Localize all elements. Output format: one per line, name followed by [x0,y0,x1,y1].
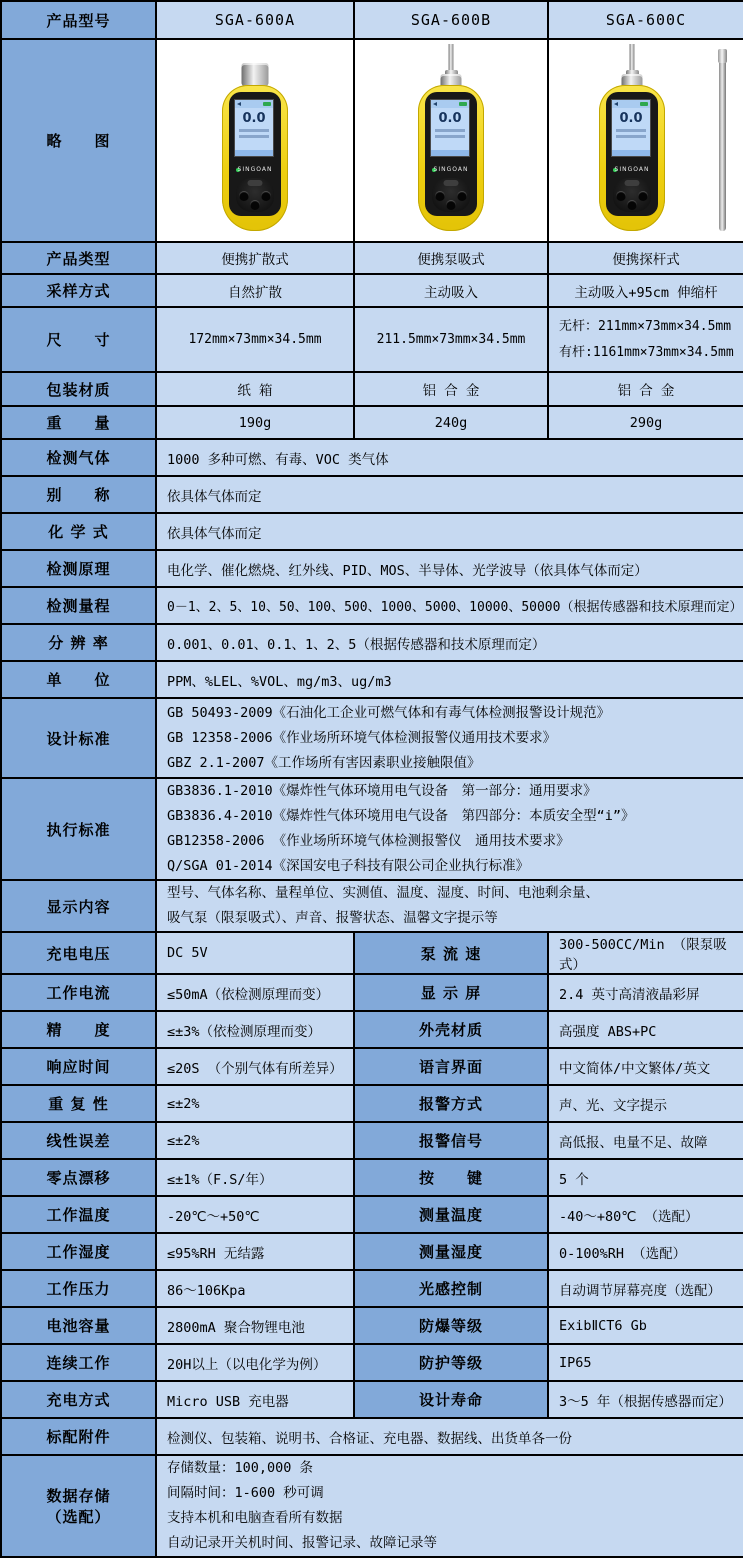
display-content-line: 型号、气体名称、量程单位、实测值、温度、湿度、时间、电池剩余量、 [167,885,599,901]
row-battery-explosion-proof [1,1307,743,1344]
screen-reading: 0.0 [438,111,462,126]
spec-label: 线性误差 [1,1122,156,1159]
device-face [229,92,281,216]
spec-label: 尺 寸 [1,307,156,372]
row-charging-method-design-life [1,1381,743,1418]
row-charging-voltage-pump-flow [1,932,743,974]
screen-time-bar [235,150,273,156]
spec-label: 外壳材质 [354,1011,548,1048]
spec-label: 按 键 [354,1159,548,1196]
spec-value: Micro USB 充电器 [156,1381,354,1418]
spec-value [156,880,743,932]
spec-value: 高低报、电量不足、故障 [548,1122,743,1159]
spec-value-b: 铝 合 金 [354,372,548,406]
spec-label: 工作压力 [1,1270,156,1307]
button-cluster [613,178,651,212]
row-packaging-material [1,372,743,406]
spec-label: 设计寿命 [354,1381,548,1418]
spec-label: 工作湿度 [1,1233,156,1270]
spec-value-a: 190g [156,406,354,439]
row-working-pressure-light-control [1,1270,743,1307]
screen-info-line [435,129,465,132]
right-button-image [638,191,648,201]
screen-info-line [616,129,646,132]
device-body [599,85,665,231]
spec-value: 0-100%RH （选配） [548,1233,743,1270]
spec-label: 工作电流 [1,974,156,1011]
data-storage-label-line2: （选配） [46,1508,111,1526]
spec-value: 高强度 ABS+PC [548,1011,743,1048]
speaker-icon [237,102,241,106]
right-button-image [261,191,271,201]
label-sketch: 略 图 [1,39,156,242]
spec-value: 自动调节屏幕亮度（选配） [548,1270,743,1307]
row-product-model [1,1,743,39]
device-body [418,85,484,231]
detector-illustration [584,41,680,237]
battery-icon [459,102,467,106]
row-chemical-formula [1,513,743,550]
row-working-humidity-measure-humidity [1,1233,743,1270]
spec-value-a: 172mm×73mm×34.5mm [156,307,354,372]
left-button-image [239,191,249,201]
device-face [425,92,477,216]
spec-label: 重 量 [1,406,156,439]
spec-label: 报警信号 [354,1122,548,1159]
speaker-icon [433,102,437,106]
spec-label: 防护等级 [354,1344,548,1381]
spec-value-a: 纸 箱 [156,372,354,406]
spec-value: 中文简体/中文繁体/英文 [548,1048,743,1085]
spec-label: 精 度 [1,1011,156,1048]
spec-value [156,698,743,778]
device-screen [430,99,470,157]
menu-button-image [625,180,640,186]
spec-value: ExibⅡCT6 Gb [548,1307,743,1344]
screen-info-line [616,135,646,138]
storage-line: 存储数量：100,000 条 [167,1460,314,1476]
spec-value: 3～5 年（根据传感器而定） [548,1381,743,1418]
device-image-sga-600a [158,41,352,240]
standard-line: GB12358-2006 《作业场所环境气体检测报警仪 通用技术要求》 [167,833,570,849]
spec-label: 充电电压 [1,932,156,974]
standard-line: GBZ 2.1-2007《工作场所有害因素职业接触限值》 [167,754,481,771]
data-storage-label-line1: 数据存储 [46,1487,111,1505]
spec-value: 依具体气体而定 [156,476,743,513]
spec-label: 测量湿度 [354,1233,548,1270]
row-product-type [1,242,743,274]
spec-value-c [548,307,743,372]
spec-label: 充电方式 [1,1381,156,1418]
brand-text: SINGOAN [237,166,273,173]
spec-value: PPM、%LEL、%VOL、mg/m3、ug/m3 [156,661,743,698]
spec-value: 1000 多种可燃、有毒、VOC 类气体 [156,439,743,476]
left-button-image [616,191,626,201]
image-cell-sga-600a [156,39,354,242]
row-working-current-display [1,974,743,1011]
button-cluster [236,178,274,212]
screen-info-line [239,129,269,132]
spec-value: 86～106Kpa [156,1270,354,1307]
spec-value: ≤±2% [156,1085,354,1122]
spec-value-b: 211.5mm×73mm×34.5mm [354,307,548,372]
spec-label: 工作温度 [1,1196,156,1233]
spec-label: 执行标准 [1,778,156,880]
row-executive-standards [1,778,743,880]
spec-label: 检测原理 [1,550,156,587]
spec-value: 依具体气体而定 [156,513,743,550]
spec-value: DC 5V [156,932,354,974]
spec-label: 语言界面 [354,1048,548,1085]
spec-value-c: 290g [548,406,743,439]
standard-line: GB3836.1-2010《爆炸性气体环境用电气设备 第一部分：通用要求》 [167,783,597,799]
screen-time-bar [431,150,469,156]
detector-illustration [403,41,499,237]
brand-text: SINGOAN [433,166,469,173]
spec-label: 零点漂移 [1,1159,156,1196]
spec-value-c: 铝 合 金 [548,372,743,406]
spec-label: 采样方式 [1,274,156,307]
spec-label: 响应时间 [1,1048,156,1085]
spec-value: ≤±2% [156,1122,354,1159]
left-button-image [435,191,445,201]
spec-label: 报警方式 [354,1085,548,1122]
spec-label: 化 学 式 [1,513,156,550]
spec-value: ≤20S （个别气体有所差异） [156,1048,354,1085]
screen-reading: 0.0 [242,111,266,126]
screen-info-line [435,135,465,138]
spec-label: 防爆等级 [354,1307,548,1344]
row-linearity-alarm-signal [1,1122,743,1159]
spec-value: 0.001、0.01、0.1、1、2、5（根据传感器和技术原理而定） [156,624,743,661]
row-dimensions [1,307,743,372]
screen-reading: 0.0 [619,111,643,126]
spec-label: 包装材质 [1,372,156,406]
down-button-image [446,200,456,210]
spec-label: 重 复 性 [1,1085,156,1122]
storage-line: 间隔时间：1-600 秒可调 [167,1485,324,1501]
spec-value: ≤95%RH 无结露 [156,1233,354,1270]
spec-value: ≤±1%（F.S/年） [156,1159,354,1196]
dimension-with-rod: 有杆:1161mm×73mm×34.5mm [559,344,734,360]
battery-icon [640,102,648,106]
device-body [222,85,288,231]
spec-value: 300-500CC/Min （限泵吸式） [548,932,743,974]
spec-label: 泵 流 速 [354,932,548,974]
telescopic-rod [719,49,726,231]
row-standard-accessories [1,1418,743,1455]
spec-value: 0－1、2、5、10、50、100、500、1000、5000、10000、50000（根据传感器和技术原理而定） [156,587,743,624]
spec-value-c: 主动吸入+95cm 伸缩杆 [548,274,743,307]
spec-value-a: 便携扩散式 [156,242,354,274]
row-zero-drift-keys [1,1159,743,1196]
spec-value: -20℃～+50℃ [156,1196,354,1233]
spec-value: 声、光、文字提示 [548,1085,743,1122]
spec-value: 检测仪、包装箱、说明书、合格证、充电器、数据线、出货单各一份 [156,1418,743,1455]
spec-label: 检测量程 [1,587,156,624]
label-product-model: 产品型号 [1,1,156,39]
display-content-line: 吸气泵（限泵吸式）、声音、报警状态、温馨文字提示等 [167,910,498,926]
button-cluster [432,178,470,212]
row-weight [1,406,743,439]
row-detection-principle [1,550,743,587]
spec-value: 20H以上（以电化学为例） [156,1344,354,1381]
row-display-content [1,880,743,932]
spec-label: 显示内容 [1,880,156,932]
row-design-standards [1,698,743,778]
spec-value-a: 自然扩散 [156,274,354,307]
device-image-sga-600c [550,41,742,240]
spec-label: 显 示 屏 [354,974,548,1011]
spec-value: IP65 [548,1344,743,1381]
spec-value-b: 便携泵吸式 [354,242,548,274]
pump-probe [449,44,454,74]
spec-value: ≤50mA（依检测原理而变） [156,974,354,1011]
spec-label: 光感控制 [354,1270,548,1307]
spec-value-c: 便携探杆式 [548,242,743,274]
standard-line: GB3836.4-2010《爆炸性气体环境用电气设备 第四部分：本质安全型“i”》 [167,808,635,824]
spec-value: 5 个 [548,1159,743,1196]
spec-label: 单 位 [1,661,156,698]
row-sampling-method [1,274,743,307]
standard-line: Q/SGA 01-2014《深国安电子科技有限公司企业执行标准》 [167,858,530,874]
row-alias [1,476,743,513]
dimension-without-rod: 无杆：211mm×73mm×34.5mm [559,318,732,334]
menu-button-image [444,180,459,186]
pump-probe [630,44,635,74]
model-name-b: SGA-600B [354,1,548,39]
row-unit [1,661,743,698]
spec-label: 标配附件 [1,1418,156,1455]
down-button-image [250,200,260,210]
row-repeatability-alarm-mode [1,1085,743,1122]
battery-icon [263,102,271,106]
image-cell-sga-600b [354,39,548,242]
menu-button-image [248,180,263,186]
row-sketch [1,39,743,242]
device-screen [611,99,651,157]
spec-value: 2800mA 聚合物锂电池 [156,1307,354,1344]
spec-label: 检测气体 [1,439,156,476]
row-response-time-language [1,1048,743,1085]
sensor-cap [242,63,269,86]
spec-label: 连续工作 [1,1344,156,1381]
row-accuracy-shell-material [1,1011,743,1048]
right-button-image [457,191,467,201]
row-detected-gas [1,439,743,476]
device-image-sga-600b [356,41,546,240]
spec-value: ≤±3%（依检测原理而变） [156,1011,354,1048]
image-cell-sga-600c [548,39,743,242]
brand-text: SINGOAN [614,166,650,173]
row-continuous-work-protection [1,1344,743,1381]
row-detection-range [1,587,743,624]
standard-line: GB 12358-2006《作业场所环境气体检测报警仪通用技术要求》 [167,729,557,746]
model-name-a: SGA-600A [156,1,354,39]
row-working-temp-measure-temp [1,1196,743,1233]
spec-label: 设计标准 [1,698,156,778]
spec-value [156,778,743,880]
device-screen [234,99,274,157]
speaker-icon [614,102,618,106]
model-name-c: SGA-600C [548,1,743,39]
screen-time-bar [612,150,650,156]
spec-label: 测量温度 [354,1196,548,1233]
detector-illustration [207,41,303,237]
spec-label: 分 辨 率 [1,624,156,661]
storage-line: 自动记录开关机时间、报警记录、故障记录等 [167,1535,437,1551]
spec-value: 电化学、催化燃烧、红外线、PID、MOS、半导体、光学波导（依具体气体而定） [156,550,743,587]
standard-line: GB 50493-2009《石油化工企业可燃气体和有毒气体检测报警设计规范》 [167,704,611,721]
spec-value-b: 240g [354,406,548,439]
device-face [606,92,658,216]
down-button-image [627,200,637,210]
row-resolution [1,624,743,661]
spec-label: 电池容量 [1,1307,156,1344]
spec-value: -40～+80℃ （选配） [548,1196,743,1233]
spec-label: 别 称 [1,476,156,513]
storage-line: 支持本机和电脑查看所有数据 [167,1510,343,1526]
spec-value-b: 主动吸入 [354,274,548,307]
spec-value: 2.4 英寸高清液晶彩屏 [548,974,743,1011]
screen-info-line [239,135,269,138]
spec-label: 产品类型 [1,242,156,274]
